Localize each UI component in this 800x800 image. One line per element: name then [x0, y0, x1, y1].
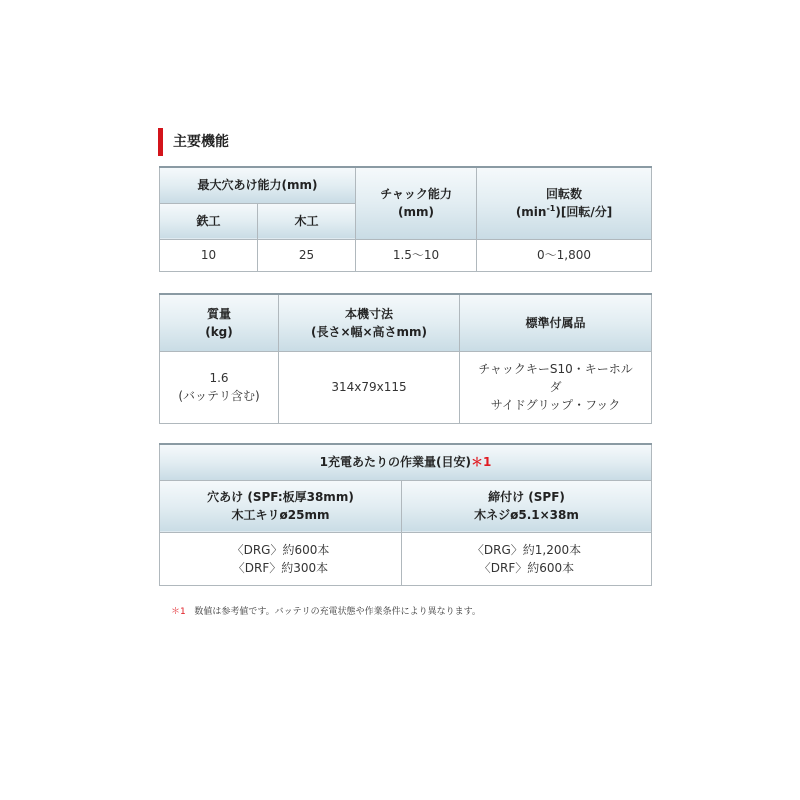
iron-value: 10 — [160, 239, 258, 271]
chuck-value: 1.5～10 — [356, 239, 477, 271]
speed-value: 0～1,800 — [477, 239, 652, 271]
mass-header: 質量 (kg) — [160, 294, 279, 351]
accessories-value: チャックキーS10・キーホル ダ サイドグリップ・フック — [460, 351, 652, 423]
spec-table-body — [159, 293, 652, 424]
footnote-marker: ＊1 — [171, 607, 186, 617]
section-title: 主要機能 — [158, 128, 229, 156]
spec-table-capacity — [159, 166, 652, 272]
accessories-header: 標準付属品 — [460, 294, 652, 351]
spec-table-workload — [159, 443, 652, 586]
max-drilling-capacity-header: 最大穴あけ能力(mm) — [160, 167, 356, 203]
footnote-mark: ＊1 — [470, 455, 492, 470]
wood-header: 木工 — [258, 203, 356, 239]
drilling-header: 穴あけ (SPF:板厚38mm) 木工キリø25mm — [160, 480, 402, 532]
dimensions-value: 314x79x115 — [279, 351, 460, 423]
mass-value: 1.6 (バッテリ含む) — [160, 351, 279, 423]
chuck-capacity-header: チャック能力 (mm) — [356, 167, 477, 239]
fastening-value: 〈DRG〉約1,200本 〈DRF〉約600本 — [402, 532, 652, 585]
iron-header: 鉄工 — [160, 203, 258, 239]
drilling-value: 〈DRG〉約600本 〈DRF〉約300本 — [160, 532, 402, 585]
workload-title: 1充電あたりの作業量(目安)＊1 — [160, 444, 652, 480]
dimensions-header: 本機寸法 (長さ×幅×高さmm) — [279, 294, 460, 351]
wood-value: 25 — [258, 239, 356, 271]
footnote-text: 数値は参考値です。バッテリの充電状態や作業条件により異なります。 — [194, 607, 481, 617]
fastening-header: 締付け (SPF) 木ネジø5.1×38m — [402, 480, 652, 532]
rotation-speed-header: 回転数 $(\min^{-1})$[回転/分] — [477, 167, 652, 239]
footnote — [171, 604, 481, 617]
